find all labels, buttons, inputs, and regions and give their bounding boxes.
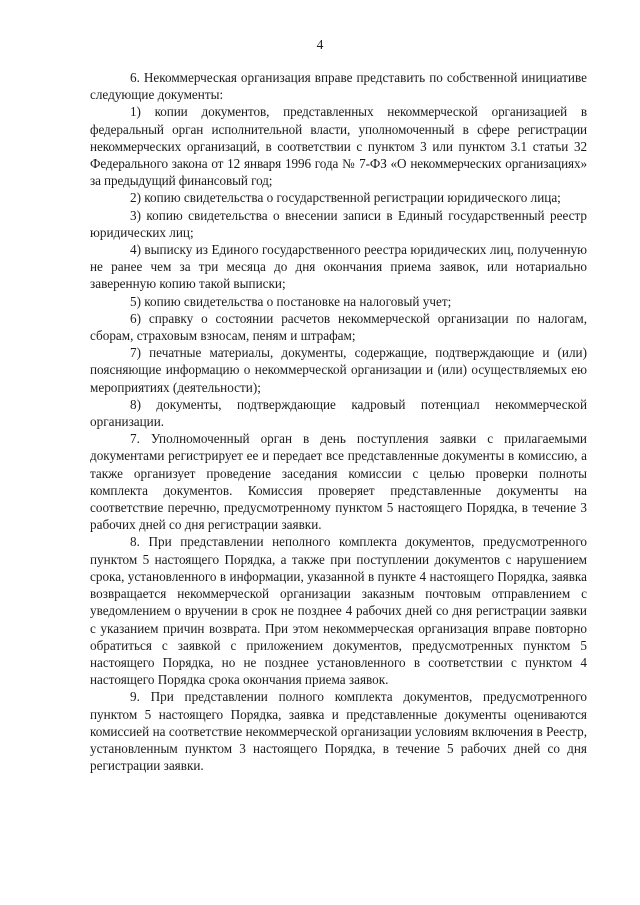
list-item-5: 5) копию свидетельства о постановке на налоговый учет; — [130, 293, 452, 309]
list-item-3: 3) копию свидетельства о внесении записи в Единый государственный реестр юридических лиц; — [90, 207, 587, 240]
paragraph-8: 8. При представлении неполного комплекта документов, предусмотренного пунктом 5 настоящего Порядка, а также при поступлении документов с нарушением срока, установленного в информации, указанной в пункте 4 настоящего Порядка, заявка возвращается некоммерческой организации заказным почтовым отправлением с уведомлением о вручении в срок не позднее 4 рабочих дней со дня регистрации заявки с указанием причин возврата. При этом некоммерческая организация вправе повторно обратиться с заявкой с приложением документов, предусмотренных пунктом 5 настоящего Порядка, но не позднее установленного в соответствии с пунктом 4 настоящего Порядка срока окончания приема заявок. — [90, 534, 587, 688]
list-item-4: 4) выписку из Единого государственного реестра юридических лиц, полученную не ранее чем за три месяца до дня окончания приема заявок, или нотариально заверенную копию такой выписки; — [90, 242, 587, 292]
paragraph-6-intro: 6. Некоммерческая организация вправе представить по собственной инициативе следующие документы: — [90, 70, 587, 103]
paragraph-7: 7. Уполномоченный орган в день поступления заявки с прилагаемыми документами регистрирует ее и передает все представленные документы в комиссию, а также организует проведение заседания комиссии с целью проверки полноты комплекта документов. Комиссия проверяет представленные документы на соответствие перечню, предусмотренному пунктом 5 настоящего Порядка, в течение 3 рабочих дней со дня регистрации заявки. — [90, 431, 587, 533]
list-item-2: 2) копию свидетельства о государственной регистрации юридического лица; — [130, 190, 561, 206]
list-item-7: 7) печатные материалы, документы, содержащие, подтверждающие и (или) поясняющие информацию о некоммерческой организации и (или) осуществляемых ею мероприятиях (деятельности); — [90, 345, 587, 395]
list-item-1: 1) копии документов, представленных некоммерческой организацией в федеральный орган исполнительной власти, уполномоченный в сфере регистрации некоммерческих организаций, в соответствии с пунктом 3 или пунктом 3.1 статьи 32 Федерального закона от 12 января 1996 года № 7-ФЗ «О некоммерческих организациях» за предыдущий финансовый год; — [90, 104, 587, 189]
list-item-6: 6) справку о состоянии расчетов некоммерческой организации по налогам, сборам, страховым взносам, пеням и штрафам; — [90, 310, 587, 344]
paragraph-9: 9. При представлении полного комплекта документов, предусмотренного пунктом 5 настоящего Порядка, заявка и представленные документы оцениваются комиссией на соответствие некоммерческой организации условиям включения в Реестр, установленным пунктом 3 настоящего Порядка, в течение 5 рабочих дней со дня регистрации заявки. — [90, 689, 587, 774]
page-number: 4 — [316, 37, 324, 52]
document-body — [90, 69, 587, 774]
list-item-8: 8) документы, подтверждающие кадровый потенциал некоммерческой организации. — [90, 396, 587, 430]
